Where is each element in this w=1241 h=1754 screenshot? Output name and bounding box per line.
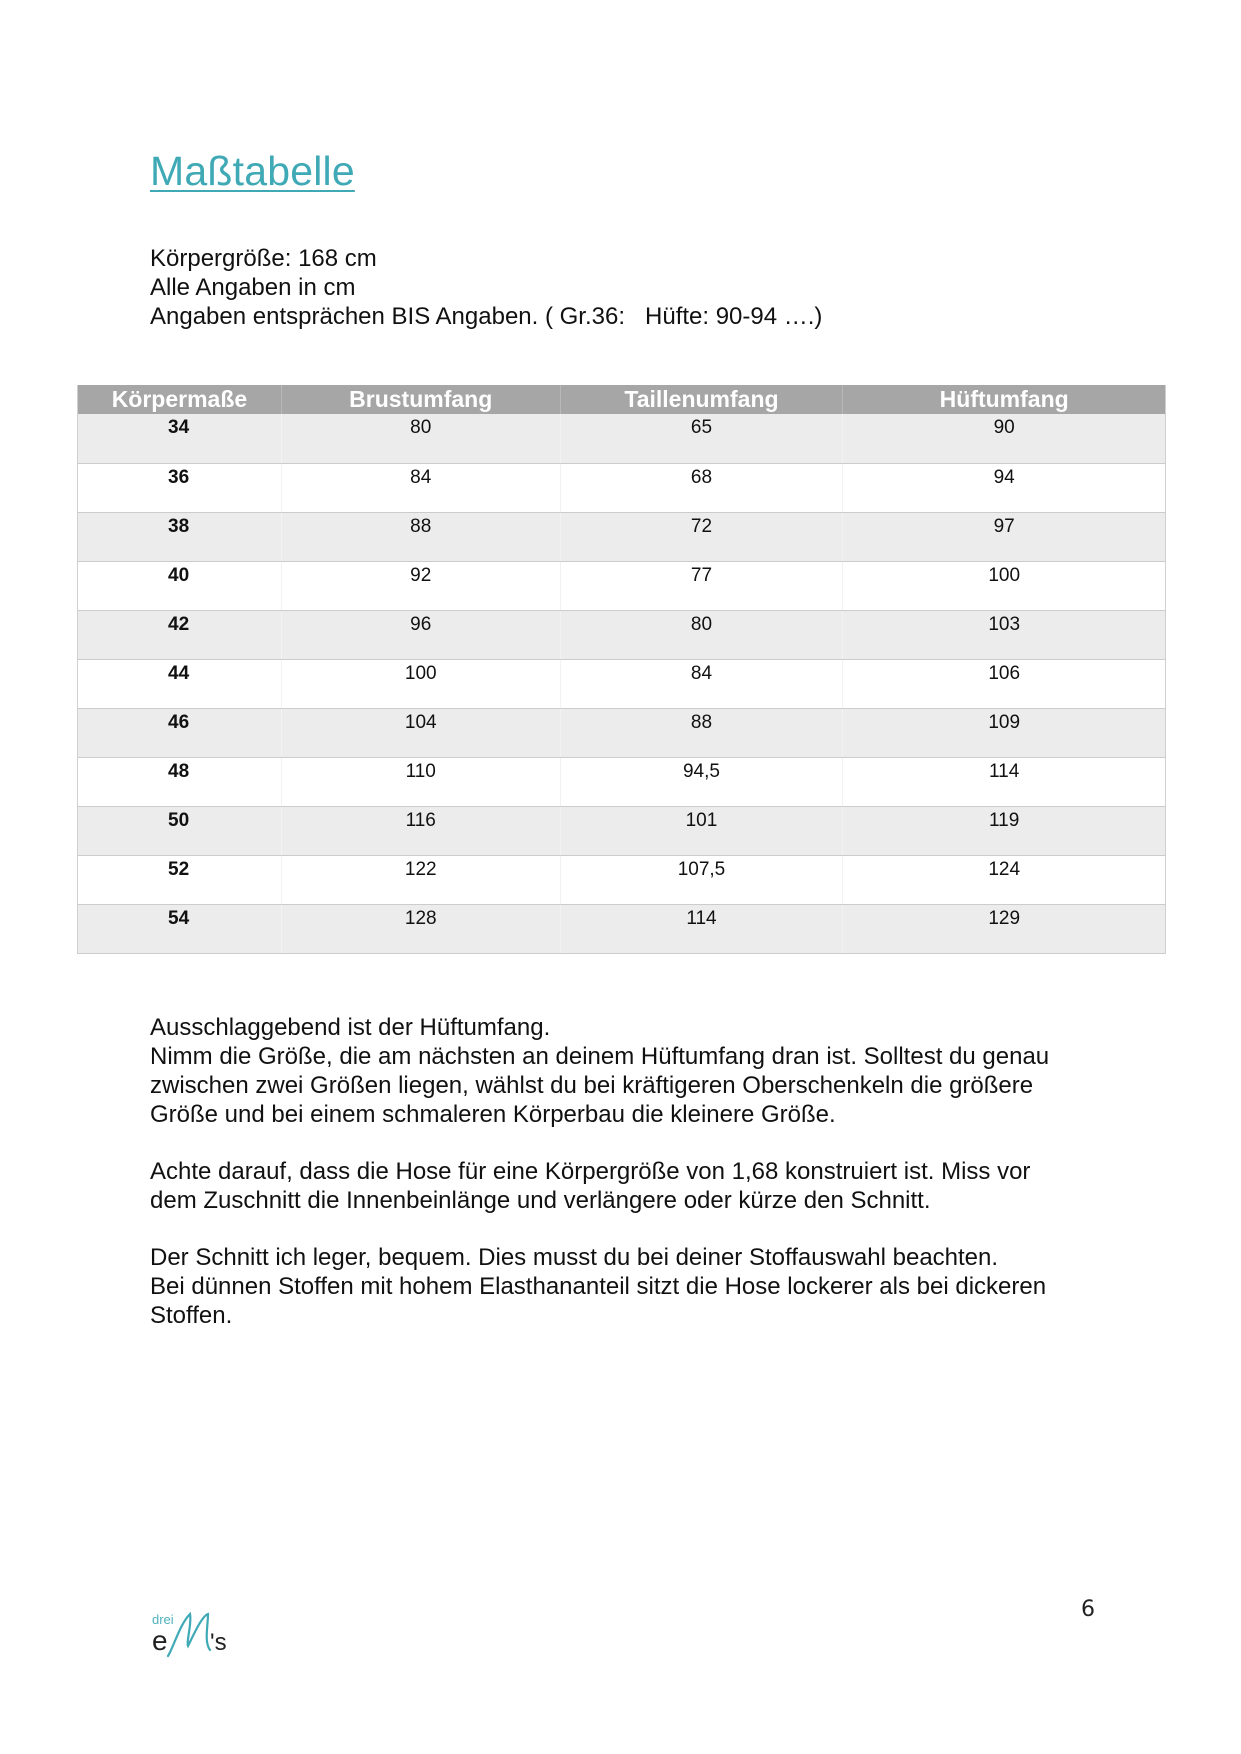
cell-chest: 110 bbox=[281, 757, 560, 806]
table-header-row bbox=[78, 385, 1166, 414]
intro-units: Alle Angaben in cm bbox=[150, 274, 356, 301]
table-row bbox=[78, 659, 1166, 708]
cell-waist: 80 bbox=[560, 610, 843, 659]
cell-hip: 90 bbox=[843, 414, 1166, 463]
logo-letter-e: e bbox=[152, 1625, 168, 1656]
brand-logo bbox=[150, 1606, 240, 1666]
note-line: Stoffen. bbox=[150, 1302, 233, 1329]
header-chest: Brustumfang bbox=[281, 385, 560, 414]
drei-ems-logo-icon bbox=[150, 1606, 240, 1666]
cell-chest: 80 bbox=[281, 414, 560, 463]
table-row bbox=[78, 757, 1166, 806]
header-waist: Taillenumfang bbox=[560, 385, 843, 414]
table-row bbox=[78, 806, 1166, 855]
cell-hip: 94 bbox=[843, 463, 1166, 512]
cell-chest: 100 bbox=[281, 659, 560, 708]
cell-size: 38 bbox=[78, 512, 282, 561]
cell-chest: 122 bbox=[281, 855, 560, 904]
note-line: Ausschlaggebend ist der Hüftumfang. bbox=[150, 1014, 551, 1041]
intro-body-height: Körpergröße: 168 cm bbox=[150, 245, 377, 272]
note-line: Größe und bei einem schmaleren Körperbau die kleinere Größe. bbox=[150, 1101, 836, 1128]
cell-hip: 103 bbox=[843, 610, 1166, 659]
cell-waist: 94,5 bbox=[560, 757, 843, 806]
notes-section bbox=[150, 1013, 1150, 1358]
cell-chest: 116 bbox=[281, 806, 560, 855]
table-row bbox=[78, 561, 1166, 610]
cell-waist: 114 bbox=[560, 904, 843, 953]
cell-waist: 72 bbox=[560, 512, 843, 561]
note-paragraph-fabric bbox=[150, 1243, 1150, 1330]
cell-size: 44 bbox=[78, 659, 282, 708]
cell-hip: 109 bbox=[843, 708, 1166, 757]
cell-chest: 104 bbox=[281, 708, 560, 757]
table-row bbox=[78, 708, 1166, 757]
note-line: Bei dünnen Stoffen mit hohem Elasthananteil sitzt die Hose lockerer als bei dickeren bbox=[150, 1273, 1047, 1300]
table-row bbox=[78, 855, 1166, 904]
cell-size: 54 bbox=[78, 904, 282, 953]
cell-size: 48 bbox=[78, 757, 282, 806]
intro-block bbox=[150, 244, 822, 331]
cell-size: 34 bbox=[78, 414, 282, 463]
cell-waist: 84 bbox=[560, 659, 843, 708]
note-line: zwischen zwei Größen liegen, wählst du bei kräftigeren Oberschenkeln die größere bbox=[150, 1072, 1034, 1099]
note-paragraph-height bbox=[150, 1157, 1150, 1215]
cell-size: 52 bbox=[78, 855, 282, 904]
logo-letter-s: 's bbox=[210, 1629, 227, 1656]
cell-hip: 119 bbox=[843, 806, 1166, 855]
table-row bbox=[78, 610, 1166, 659]
table-row bbox=[78, 512, 1166, 561]
cell-chest: 96 bbox=[281, 610, 560, 659]
cell-size: 40 bbox=[78, 561, 282, 610]
note-line: Nimm die Größe, die am nächsten an deinem Hüftumfang dran ist. Solltest du genau bbox=[150, 1043, 1050, 1070]
page-title: Maßtabelle bbox=[150, 148, 355, 194]
cell-hip: 114 bbox=[843, 757, 1166, 806]
note-line: Achte darauf, dass die Hose für eine Körpergröße von 1,68 konstruiert ist. Miss vor bbox=[150, 1158, 1031, 1185]
cell-chest: 88 bbox=[281, 512, 560, 561]
cell-waist: 68 bbox=[560, 463, 843, 512]
note-line: dem Zuschnitt die Innenbeinlänge und verlängere oder kürze den Schnitt. bbox=[150, 1187, 931, 1214]
cell-hip: 97 bbox=[843, 512, 1166, 561]
cell-hip: 129 bbox=[843, 904, 1166, 953]
logo-small-text: drei bbox=[152, 1612, 174, 1627]
cell-waist: 77 bbox=[560, 561, 843, 610]
header-body-size: Körpermaße bbox=[78, 385, 282, 414]
cell-hip: 100 bbox=[843, 561, 1166, 610]
size-chart-table bbox=[77, 385, 1166, 954]
intro-upper-bound-note: Angaben entsprächen BIS Angaben. ( Gr.36: Hüfte: 90-94 ….) bbox=[150, 303, 823, 330]
cell-chest: 84 bbox=[281, 463, 560, 512]
header-hip: Hüftumfang bbox=[843, 385, 1166, 414]
table-row bbox=[78, 414, 1166, 463]
cell-size: 42 bbox=[78, 610, 282, 659]
table-row bbox=[78, 463, 1166, 512]
cell-hip: 106 bbox=[843, 659, 1166, 708]
cell-size: 36 bbox=[78, 463, 282, 512]
cell-size: 46 bbox=[78, 708, 282, 757]
cell-waist: 65 bbox=[560, 414, 843, 463]
cell-waist: 88 bbox=[560, 708, 843, 757]
cell-size: 50 bbox=[78, 806, 282, 855]
page-number: 6 bbox=[1081, 1597, 1095, 1622]
cell-chest: 92 bbox=[281, 561, 560, 610]
cell-waist: 101 bbox=[560, 806, 843, 855]
cell-chest: 128 bbox=[281, 904, 560, 953]
note-line: Der Schnitt ich leger, bequem. Dies musst du bei deiner Stoffauswahl beachten. bbox=[150, 1244, 999, 1271]
logo-script-m-icon bbox=[168, 1614, 210, 1656]
table-row bbox=[78, 904, 1166, 953]
note-paragraph-hip bbox=[150, 1013, 1150, 1129]
cell-waist: 107,5 bbox=[560, 855, 843, 904]
cell-hip: 124 bbox=[843, 855, 1166, 904]
